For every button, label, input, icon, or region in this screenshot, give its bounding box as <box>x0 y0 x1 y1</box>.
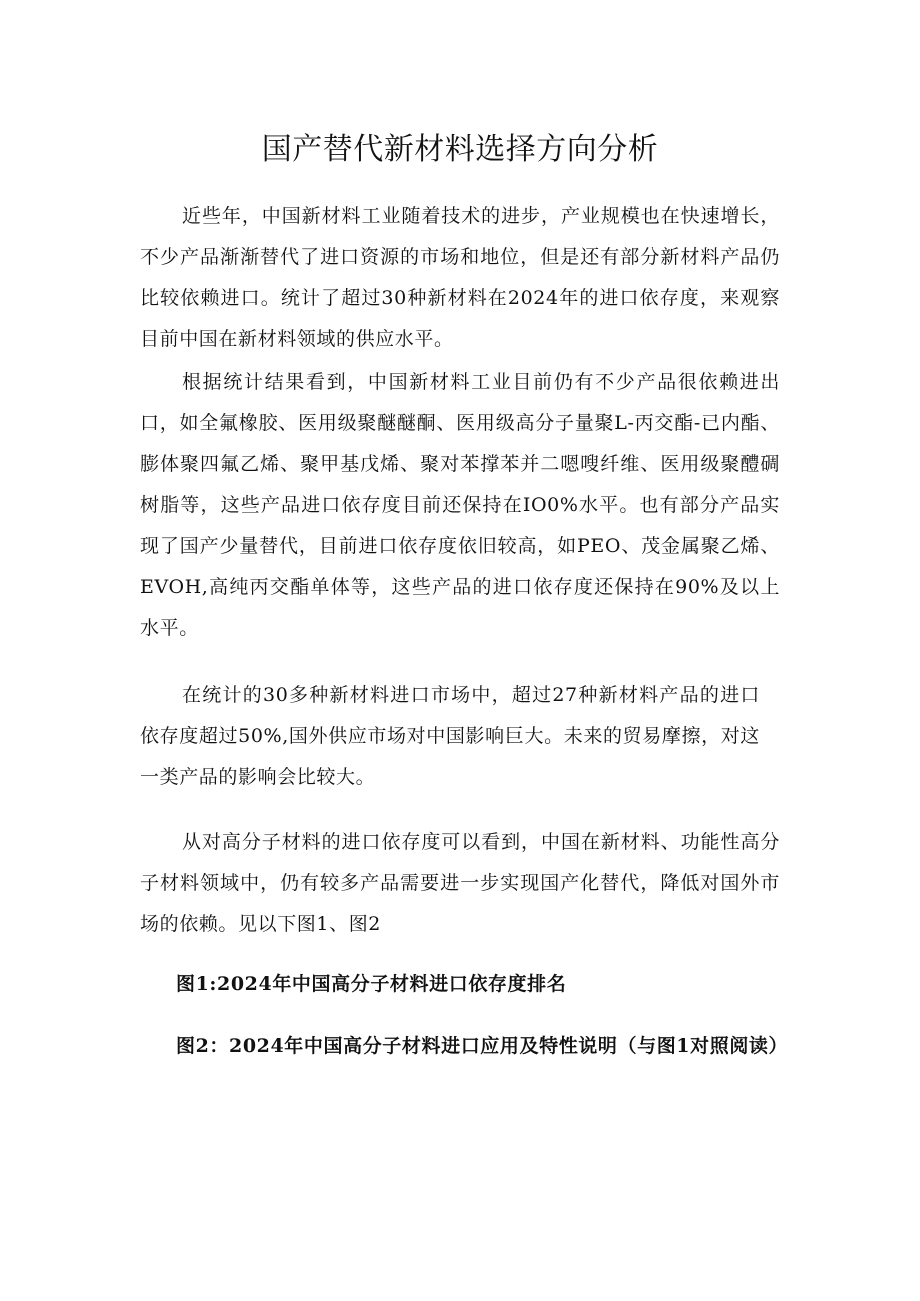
paragraph-statistics: 根据统计结果看到，中国新材料工业目前仍有不少产品很依赖进出口，如全氟橡胶、医用级聚醚醚酮、医用级高分子量聚L-丙交酯-已内酯、膨体聚四氟乙烯、聚甲基戊烯、聚对苯撑苯并二嗯嗖纤维、医用级聚醴碉树脂等，这些产品进口依存度目前还保持在IO0%水平。也有部分产品实现了国产少量替代，目前进口依存度依旧较高，如PEO、茂金属聚乙烯、EVOH,高纯丙交酯单体等，这些产品的进口依存度还保持在90%及以上水平。 <box>140 371 780 639</box>
figure-2-caption: 图2：2024年中国高分子材料进口应用及特性说明（与图1对照阅读） <box>176 1035 789 1057</box>
paragraph-market: 在统计的30多种新材料进口市场中，超过27种新材料产品的进口依存度超过50%,国外供应市场对中国影响巨大。未来的贸易摩擦，对这一类产品的影响会比较大。 <box>140 684 760 788</box>
figure-1-caption: 图1:2024年中国高分子材料进口依存度排名 <box>176 973 567 995</box>
paragraph-intro: 近些年，中国新材料工业随着技术的进步，产业规模也在快速增长，不少产品渐渐替代了进口资源的市场和地位，但是还有部分新材料产品仍比较依赖进口。统计了超过30种新材料在2024年的进口依存度，来观察目前中国在新材料领域的供应水平。 <box>140 205 780 350</box>
paragraph-conclusion: 从对高分子材料的进口依存度可以看到，中国在新材料、功能性高分子材料领域中，仍有较多产品需要进一步实现国产化替代，降低对国外市场的依赖。见以下图1、图2 <box>140 831 780 935</box>
document-title: 国产替代新材料选择方向分析 <box>261 132 659 167</box>
